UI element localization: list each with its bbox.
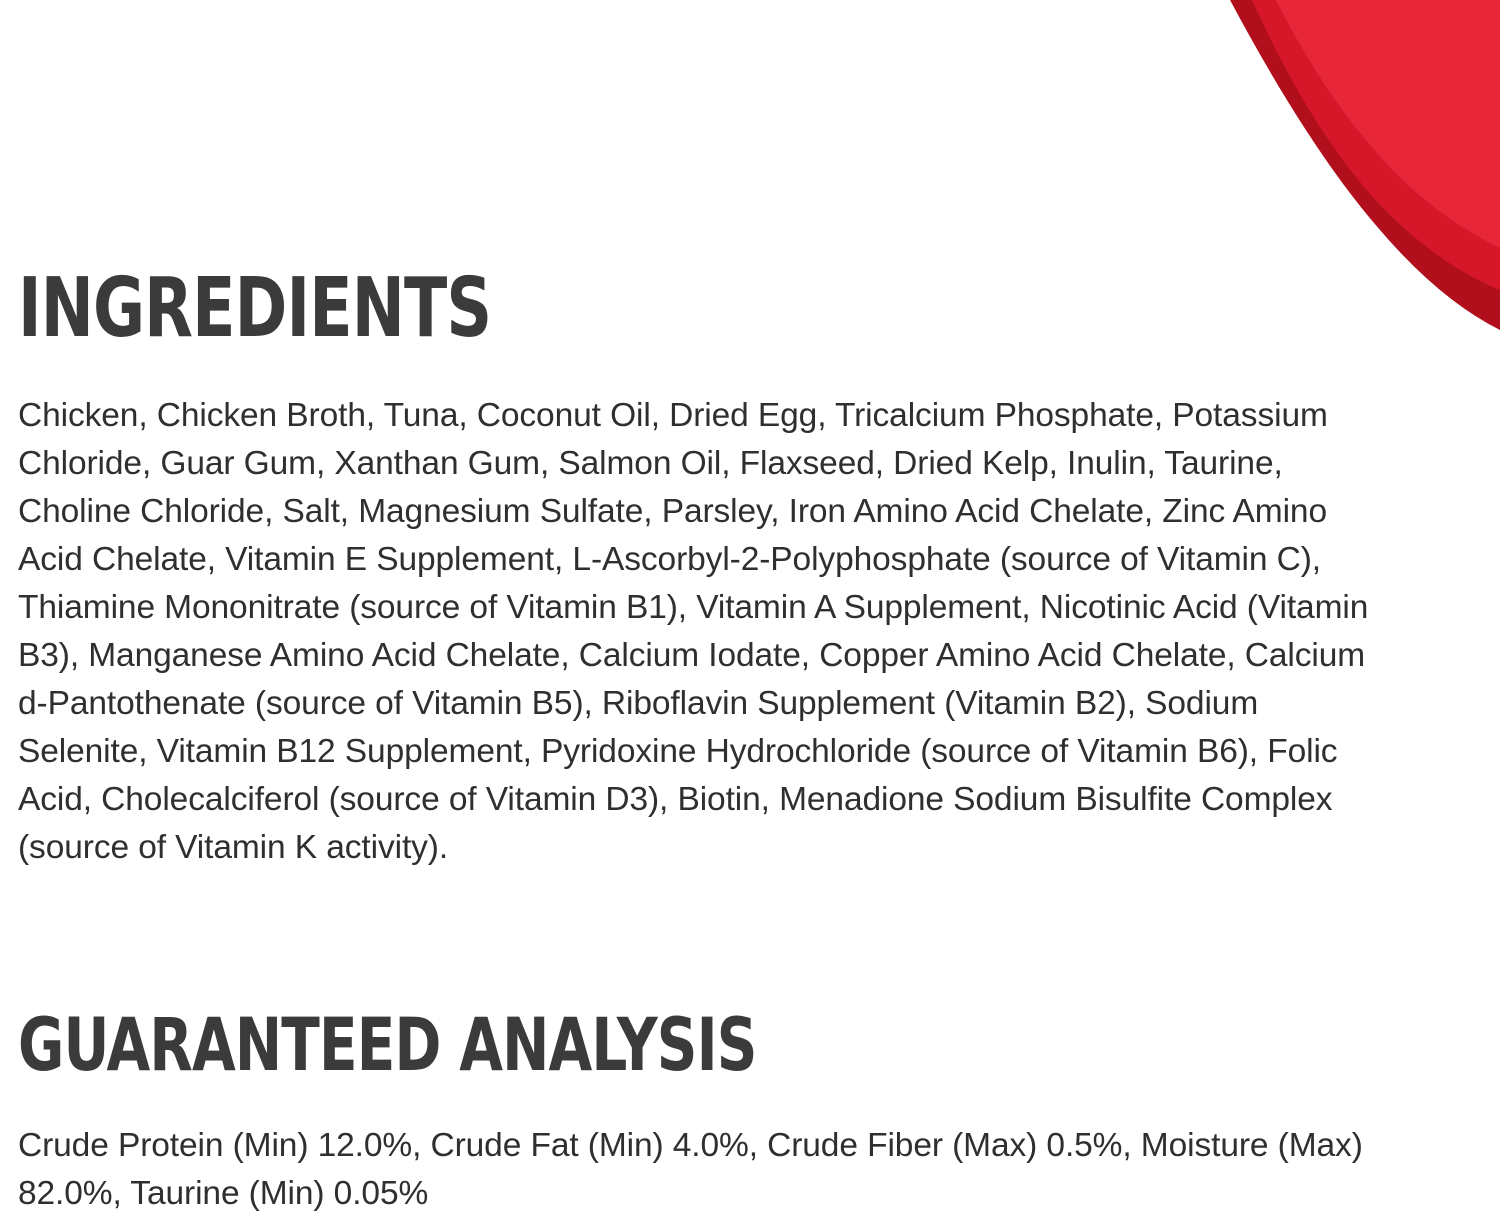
red-swoosh-graphic: [1080, 0, 1500, 400]
guaranteed-analysis-text: Crude Protein (Min) 12.0%, Crude Fat (Min) 4.0%, Crude Fiber (Max) 0.5%, Moisture (Max) 82.0%, Taurine (Min) 0.05%: [18, 1126, 1363, 1212]
swoosh-shape-mid: [1252, 0, 1500, 290]
swoosh-shape-light: [1276, 0, 1500, 248]
swoosh-shape-dark: [1230, 0, 1500, 330]
guaranteed-analysis-heading: GUARANTEED ANALYSIS: [18, 1002, 757, 1088]
ingredients-text: Chicken, Chicken Broth, Tuna, Coconut Oil, Dried Egg, Tricalcium Phosphate, Potassium Chloride, Guar Gum, Xanthan Gum, Salmon Oil, Flaxseed, Dried Kelp, Inulin, Taurine, Choline Chloride, Salt, Magnesium Sulfate, Parsley, Iron Amino Acid Chelate, Zinc Amino Acid Chelate, Vitamin E Supplement, L-Ascorbyl-2-Polyphosphate (source of Vitamin C), Thiamine Mononitrate (source of Vitamin B1), Vitamin A Supplement, Nicotinic Acid (Vitamin B3), Manganese Amino Acid Chelate, Calcium Iodate, Copper Amino Acid Chelate, Calcium d-Pantothenate (source of Vitamin B5), Riboflavin Supplement (Vitamin B2), Sodium Selenite, Vitamin B12 Supplement, Pyridoxine Hydrochloride (source of Vitamin B6), Folic Acid, Cholecalciferol (source of Vitamin D3), Biotin, Menadione Sodium Bisulfite Complex (source of Vitamin K activity).: [18, 396, 1369, 866]
ingredients-heading: INGREDIENTS: [18, 260, 492, 356]
